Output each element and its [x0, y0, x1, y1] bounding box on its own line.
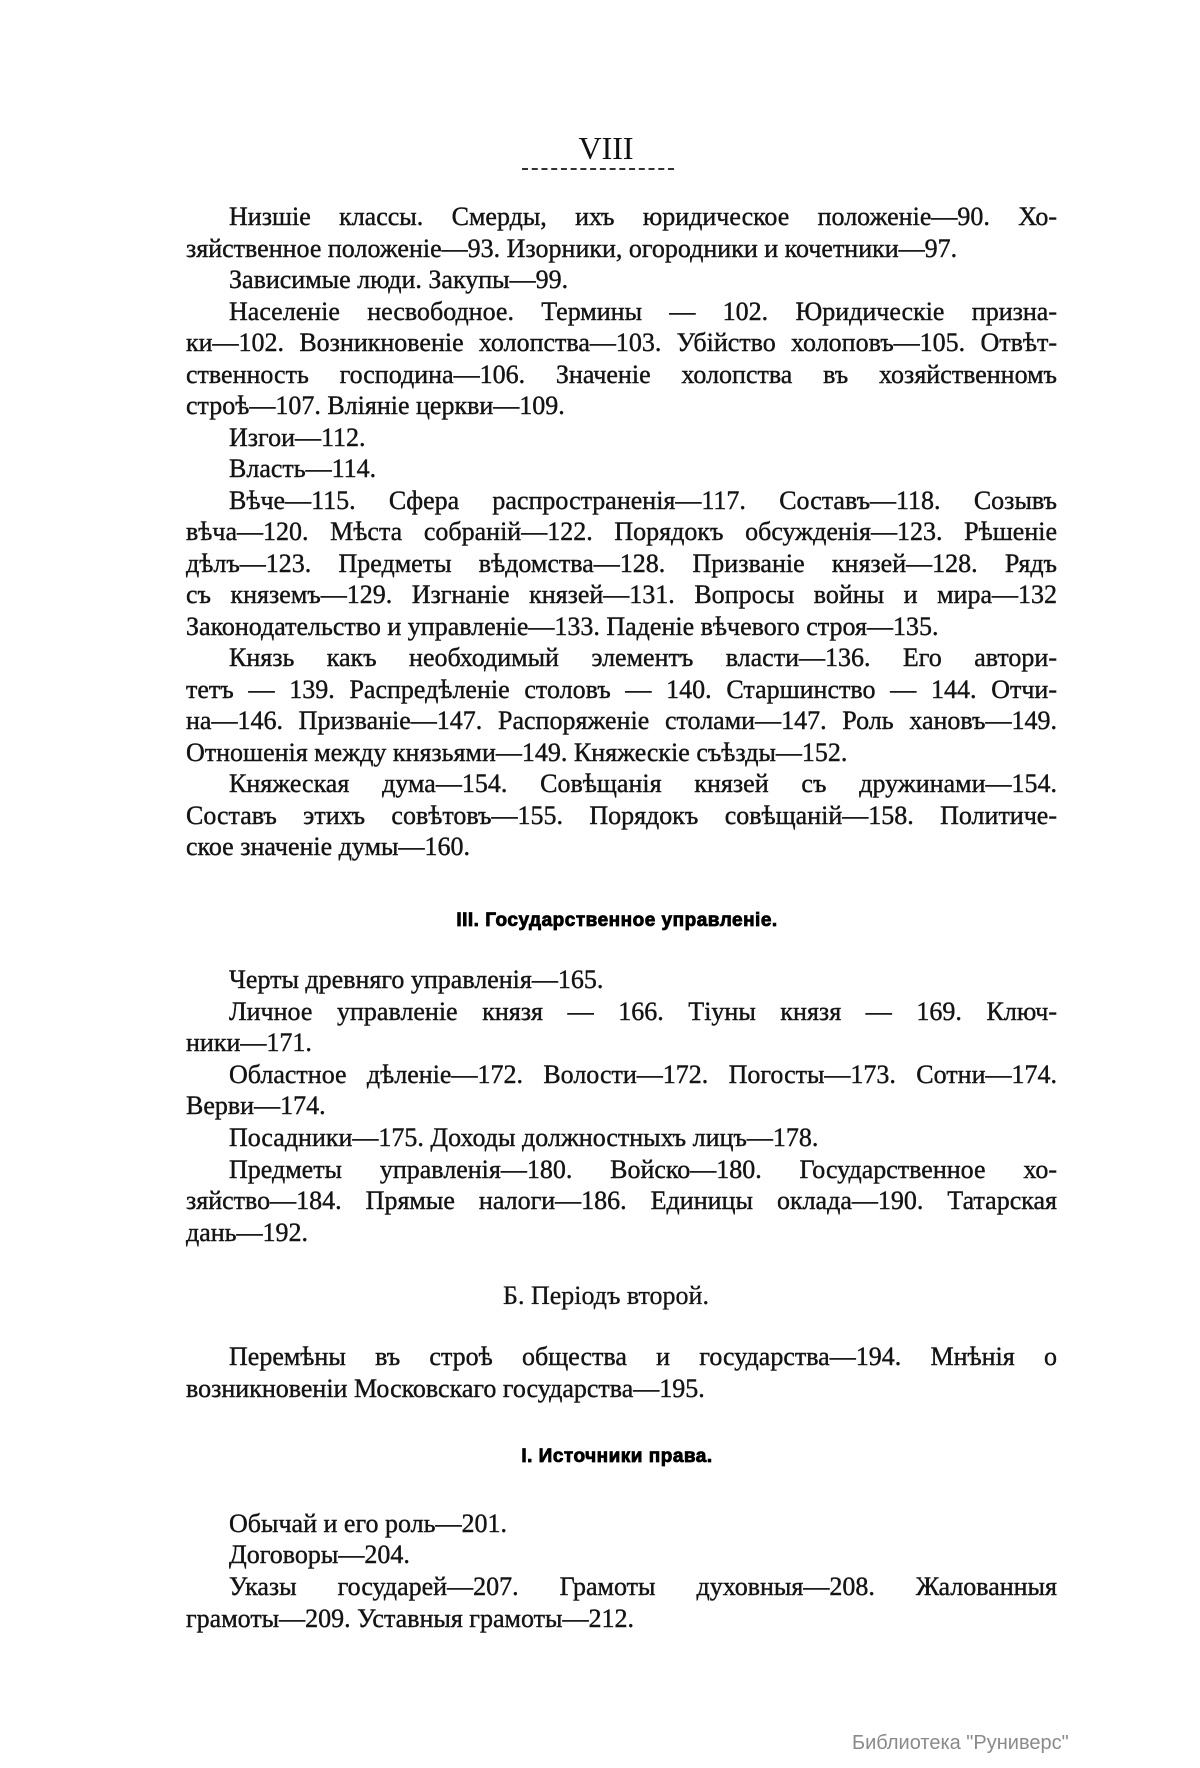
toc-entry-line: Вѣче—115. Сфера распространенія—117. Составъ—118. Созывъ [229, 485, 1057, 515]
toc-entry-line: строѣ—107. Вліяніе церкви—109. [186, 391, 565, 421]
toc-entry-line: грамоты—209. Уставныя грамоты—212. [186, 1603, 634, 1633]
toc-entry-line: Изгои—112. [229, 422, 366, 452]
toc-entry-line: зяйственное положеніе—93. Изорники, огородники и кочетники—97. [186, 233, 958, 263]
toc-entry-line: тетъ — 139. Распредѣленіе столовъ — 140. Старшинство — 144. Отчи- [186, 674, 1057, 704]
toc-entry-line: ники—171. [186, 1028, 312, 1058]
toc-entry-line: ственность господина—106. Значеніе холопства въ хозяйственномъ [186, 359, 1057, 389]
toc-entry-line: зяйство—184. Прямые налоги—186. Единицы оклада—190. Татарская [186, 1186, 1057, 1216]
toc-entry-line: Законодательство и управленіе—133. Паденіе вѣчевого строя—135. [186, 611, 939, 641]
toc-entry-line: Власть—114. [229, 454, 377, 483]
toc-entry-line: возникновеніи Московскаго государства—195. [186, 1373, 705, 1403]
toc-entry-line: Зависимые люди. Закупы—99. [229, 265, 569, 294]
toc-entry-line: ки—102. Возникновеніе холопства—103. Убійство холоповъ—105. Отвѣт- [186, 328, 1057, 358]
toc-entry-line: Посадники—175. Доходы должностныхъ лицъ—178. [229, 1123, 819, 1152]
toc-entry-line: Договоры—204. [229, 1540, 410, 1569]
period-heading: Б. Періодъ второй. [503, 1281, 709, 1310]
toc-entry-line: Населеніе несвободное. Термины — 102. Юридическіе призна- [229, 296, 1057, 326]
library-watermark: Библиотека "Руниверс" [852, 1732, 1069, 1754]
toc-entry-line: вѣча—120. Мѣста собраній—122. Порядокъ обсужденія—123. Рѣшеніе [186, 517, 1057, 547]
toc-entry-line: Княжеская дума—154. Совѣщанія князей съ дружинами—154. [229, 769, 1057, 798]
toc-entry-line: съ княземъ—129. Изгнаніе князей—131. Вопросы войны и мира—132 [186, 580, 1057, 610]
toc-entry-line: Низшіе классы. Смерды, ихъ юридическое положеніе—90. Хо- [229, 202, 1057, 231]
toc-entry-line: Предметы управленія—180. Войско—180. Государственное хо- [229, 1154, 1057, 1184]
toc-entry-line: Составъ этихъ совѣтовъ—155. Порядокъ совѣщаній—158. Политиче- [186, 800, 1057, 830]
section-heading: I. Источники права. [521, 1446, 713, 1467]
toc-entry-line: Черты древняго управленія—165. [229, 965, 604, 994]
page-number: VIII [578, 130, 634, 166]
toc-entry-line: Обычай и его роль—201. [229, 1509, 507, 1538]
toc-entry-line: дань—192. [186, 1217, 309, 1247]
toc-entry-line: Областное дѣленіе—172. Волости—172. Погосты—173. Сотни—174. [229, 1059, 1057, 1089]
toc-entry-line: ское значеніе думы—160. [186, 832, 470, 862]
section-heading: III. Государственное управленіе. [456, 910, 778, 931]
toc-entry-line: Отношенія между князьями—149. Княжескіе съѣзды—152. [186, 737, 848, 767]
toc-entry-line: на—146. Призваніе—147. Распоряженіе столами—147. Роль хановъ—149. [186, 706, 1057, 736]
header-rule [522, 168, 674, 170]
toc-entry-line: Личное управленіе князя — 166. Тіуны князя — 169. Ключ- [229, 996, 1057, 1026]
toc-entry-line: Перемѣны въ строѣ общества и государства—194. Мнѣнія о [229, 1342, 1057, 1371]
toc-entry-line: Князь какъ необходимый элементъ власти—136. Его автори- [229, 643, 1057, 672]
toc-entry-line: Указы государей—207. Грамоты духовныя—208. Жалованныя [229, 1572, 1057, 1601]
toc-entry-line: Верви—174. [186, 1091, 326, 1121]
toc-entry-line: дѣлъ—123. Предметы вѣдомства—128. Призваніе князей—128. Рядъ [186, 548, 1057, 578]
